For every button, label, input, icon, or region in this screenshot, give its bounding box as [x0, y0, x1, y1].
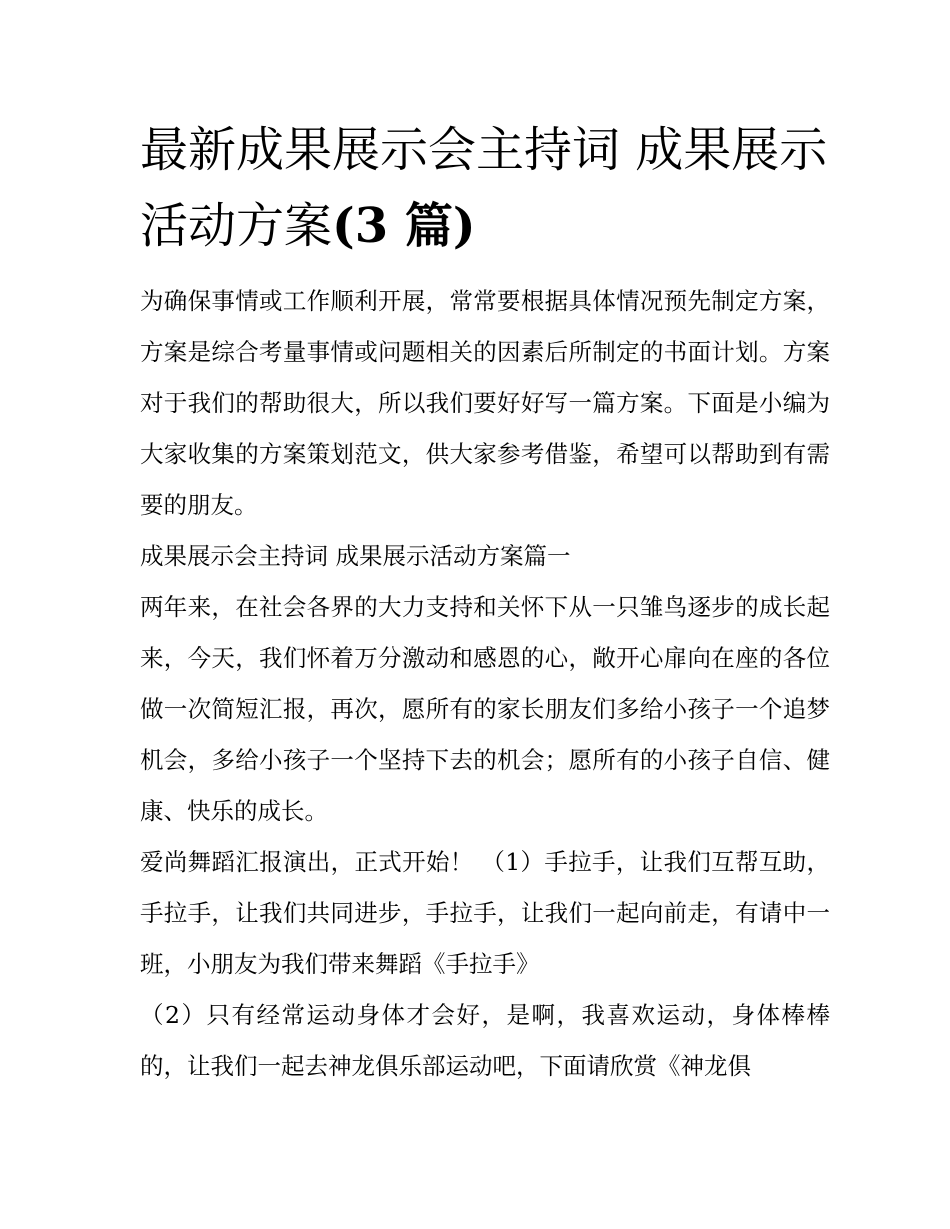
document-title: [140, 112, 830, 264]
document-body: [140, 276, 830, 1092]
body-paragraph-2: 爱尚舞蹈汇报演出，正式开始！ （1）手拉手，让我们互帮互助，手拉手，让我们共同进步，手拉手，让我们一起向前走，有请中一班，小朋友为我们带来舞蹈《手拉手》: [140, 848, 830, 978]
title-suffix: (3 篇): [332, 198, 476, 254]
body-paragraph-3: （2）只有经常运动身体才会好，是啊，我喜欢运动，身体棒棒的，让我们一起去神龙俱乐部运动吧，下面请欣赏《神龙俱: [140, 1001, 830, 1080]
body-paragraph-1: 两年来，在社会各界的大力支持和关怀下从一只雏鸟逐步的成长起来，今天，我们怀着万分激动和感恩的心，敞开心扉向在座的各位做一次简短汇报，再次，愿所有的家长朋友们多给小孩子一个追梦机会，多给小孩子一个坚持下去的机会；愿所有的小孩子自信、健康、快乐的成长。: [140, 593, 830, 825]
title-main: 最新成果展示会主持词 成果展示活动方案: [140, 122, 828, 254]
intro-paragraph: 为确保事情或工作顺利开展，常常要根据具体情况预先制定方案，方案是综合考量事情或问题相关的因素后所制定的书面计划。方案对于我们的帮助很大，所以我们要好好写一篇方案。下面是小编为大家收集的方案策划范文，供大家参考借鉴，希望可以帮助到有需要的朋友。: [140, 287, 830, 519]
section-heading: 成果展示会主持词 成果展示活动方案篇一: [140, 542, 571, 570]
